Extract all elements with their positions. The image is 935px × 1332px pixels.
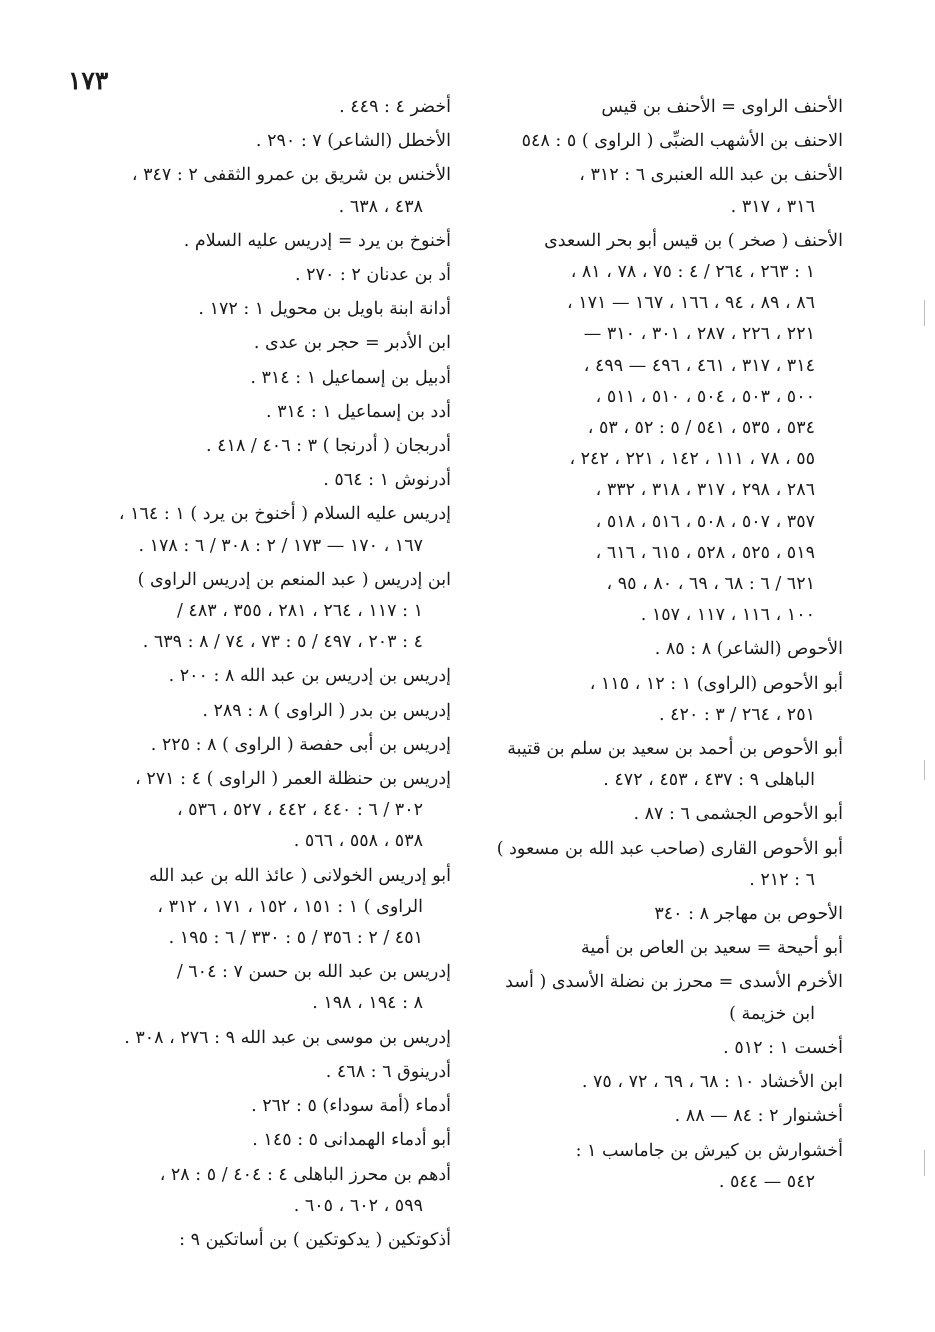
entry-continuation-line: ٥٠٠ ، ٥٠٣ ، ٥٠٤ ، ٥١٠ ، ٥١١ ، <box>595 386 815 407</box>
entry-continuation-line: ٥٣٤ ، ٥٣٥ ، ٥٤١ / ٥ : ٥٢ ، ٥٣ ، <box>587 418 815 439</box>
entry-continuation-line: ابن خزيمة ) <box>729 1003 815 1024</box>
index-entry <box>79 861 451 955</box>
entry-heading-line: أدبيل بن إسماعيل ١ : ٣١٤ . <box>250 367 451 388</box>
entry-heading-line: أبو إدريس الخولانى ( عائذ الله بن عبد الله <box>148 865 451 886</box>
index-entry <box>493 1033 843 1064</box>
index-entry <box>493 967 843 1029</box>
index-entry <box>493 899 843 930</box>
index-entry <box>79 294 451 325</box>
page-number: ١٧٣ <box>68 66 109 95</box>
entry-heading-line: إدريس بن عبد الله بن حسن ٧ : ٦٠٤ / <box>176 962 451 983</box>
index-column-right <box>493 92 843 1201</box>
scan-edge-mark <box>924 760 925 780</box>
index-entry <box>79 1091 451 1122</box>
entry-heading-line: إدريس بن بدر ( الراوى ) ٨ : ٢٨٩ . <box>202 700 451 721</box>
entry-heading-line: أخنوخ بن يرد = إدريس عليه السلام . <box>183 230 451 251</box>
entry-heading-line: أد بن عدنان ٢ : ٢٧٠ . <box>295 265 451 286</box>
index-entry <box>79 226 451 257</box>
entry-heading-line: إدريس بن حنظلة العمر ( الراوى ) ٤ : ٢٧١ ، <box>135 769 451 790</box>
entry-continuation-line: ٣١٦ ، ٣١٧ . <box>730 196 815 217</box>
entry-heading-line: إدريس بن إدريس بن عبد الله ٨ : ٢٠٠ . <box>168 666 451 687</box>
index-entry <box>79 1057 451 1088</box>
entry-continuation-line: ٣١٤ ، ٣١٧ ، ٤٦١ ، ٤٩٦ — ٤٩٩ ، <box>583 355 815 376</box>
entry-heading-line: أبو أحيحة = سعيد بن العاص بن أمية <box>581 938 843 959</box>
entry-heading-line: أدرنوش ١ : ٥٦٤ . <box>323 470 451 491</box>
entry-continuation-line: ٦٢١ / ٦ : ٦٨ ، ٦٩ ، ٨٠ ، ٩٥ ، <box>606 574 815 595</box>
entry-continuation-line: ٨ : ١٩٤ ، ١٩٨ . <box>312 993 423 1014</box>
index-entry <box>79 764 451 858</box>
entry-continuation-line: ٢٢١ ، ٢٢٦ ، ٢٨٧ ، ٣٠١ ، ٣١٠ — <box>583 324 815 345</box>
index-entry <box>79 431 451 462</box>
scan-edge-mark <box>924 300 925 326</box>
index-entry <box>493 226 843 632</box>
entry-heading-line: أخشنوار ٢ : ٨٤ — ٨٨ . <box>674 1106 843 1127</box>
entry-continuation-line: ٢٥١ ، ٢٦٤ / ٣ : ٤٢٠ . <box>659 704 815 725</box>
index-entry <box>79 661 451 692</box>
index-entry <box>493 92 843 123</box>
entry-heading-line: أخست ١ : ٥١٢ . <box>723 1037 843 1058</box>
entry-heading-line: ابن الأخشاد ١٠ : ٦٨ ، ٦٩ ، ٧٢ ، ٧٥ . <box>581 1072 843 1093</box>
index-entry <box>79 363 451 394</box>
entry-heading-line: أدربجان ( أدرنجا ) ٣ : ٤٠٦ / ٤١٨ . <box>206 436 451 457</box>
entry-continuation-line: ٤ : ٢٠٣ ، ٤٩٧ / ٥ : ٧٣ ، ٧٤ / ٨ : ٦٣٩ . <box>142 632 423 653</box>
entry-heading-line: أدماء (أمة سوداء) ٥ : ٢٦٢ . <box>251 1096 451 1117</box>
entry-continuation-line: ٥٣٨ ، ٥٥٨ ، ٥٦٦ . <box>293 831 423 852</box>
entry-continuation-line: ٣٥٧ ، ٥٠٧ ، ٥٠٨ ، ٥١٦ ، ٥١٨ ، <box>595 511 815 532</box>
entry-heading-line: الأحنف ( صخر ) بن قيس أبو بحر السعدى <box>544 230 843 251</box>
index-entry <box>79 1225 451 1256</box>
index-entry <box>79 126 451 157</box>
entry-heading-line: أدد بن إسماعيل ١ : ٣١٤ . <box>265 401 451 422</box>
index-entry <box>493 1101 843 1132</box>
entry-continuation-line: ١٦٧ ، ١٧٠ — ١٧٣ / ٢ : ٣٠٨ / ٦ : ١٧٨ . <box>138 535 423 556</box>
entry-heading-line: الأخطل (الشاعر) ٧ : ٢٩٠ . <box>255 131 451 152</box>
index-entry <box>79 499 451 561</box>
index-entry <box>79 328 451 359</box>
entry-continuation-line: الراوى ) ١ : ١٥١ ، ١٥٢ ، ١٧١ ، ٣١٢ ، <box>157 896 423 917</box>
index-column-left <box>79 92 451 1259</box>
index-entry <box>79 397 451 428</box>
entry-continuation-line: ١٠٠ ، ١١٦ ، ١١٧ ، ١٥٧ . <box>640 605 815 626</box>
scan-edge-mark <box>924 1150 925 1176</box>
entry-heading-line: أخشوارش بن كيرش بن جاماسب ١ : <box>575 1140 843 1161</box>
entry-heading-line: الأحوص (الشاعر) ٨ : ٨٥ . <box>654 639 843 660</box>
entry-heading-line: الأخرم الأسدى = محرز بن نضلة الأسدى ( أسد <box>505 972 843 993</box>
index-entry <box>493 834 843 896</box>
entry-continuation-line: ٥٤٢ — ٥٤٤ . <box>718 1171 815 1192</box>
entry-heading-line: أبو الأحوص بن أحمد بن سعيد بن سلم بن قتيبة <box>507 739 843 760</box>
entry-heading-line: أدرينوق ٦ : ٤٦٨ . <box>325 1061 451 1082</box>
entry-heading-line: إدريس بن أبى حفصة ( الراوى ) ٨ : ٢٢٥ . <box>150 734 451 755</box>
entry-heading-line: أبو الأحوص القارى (صاحب عبد الله بن مسعود ) <box>496 838 843 859</box>
entry-heading-line: الأخنس بن شريق بن عمرو الثقفى ٢ : ٣٤٧ ، <box>131 165 451 186</box>
entry-continuation-line: ٤٥١ / ٢ : ٣٥٦ / ٥ : ٣٣٠ / ٦ : ١٩٥ . <box>168 928 423 949</box>
entry-continuation-line: الباهلى ٩ : ٤٣٧ ، ٤٥٣ ، ٤٧٢ . <box>603 770 815 791</box>
entry-heading-line: الأحنف الراوى = الأحنف بن قيس <box>601 97 843 117</box>
index-entry <box>79 1160 451 1222</box>
entry-continuation-line: ١ : ٢٦٣ ، ٢٦٤ / ٤ : ٧٥ ، ٧٨ ، ٨١ ، <box>570 262 815 283</box>
entry-continuation-line: ٢٨٦ ، ٢٩٨ ، ٣١٧ ، ٣١٨ ، ٣٣٢ ، <box>595 480 815 501</box>
entry-continuation-line: ٥١٩ ، ٥٢٥ ، ٥٢٨ ، ٦١٥ ، ٦١٦ ، <box>595 542 815 563</box>
entry-heading-line: إدريس عليه السلام ( أخنوخ بن يرد ) ١ : ١٦٤ ، <box>118 504 451 525</box>
index-entry <box>79 565 451 659</box>
entry-heading-line: أخضر ٤ : ٤٤٩ . <box>339 97 451 117</box>
entry-heading-line: أبو الأحوص (الراوى) ١ : ١٢ ، ١١٥ ، <box>589 673 843 694</box>
index-entry <box>79 1023 451 1054</box>
index-entry <box>493 634 843 665</box>
entry-continuation-line: ٦ : ٢١٢ . <box>749 869 815 890</box>
index-entry <box>493 126 843 157</box>
entry-heading-line: إدريس بن موسى بن عبد الله ٩ : ٢٧٦ ، ٣٠٨ . <box>124 1027 451 1048</box>
entry-continuation-line: ٥٥ ، ٧٨ ، ١١١ ، ١٤٢ ، ٢٢١ ، ٢٤٢ ، <box>569 449 815 470</box>
index-entry <box>79 730 451 761</box>
index-entry <box>79 92 451 123</box>
entry-heading-line: أدانة ابنة باويل بن محويل ١ : ١٧٢ . <box>198 299 451 320</box>
index-entry <box>493 669 843 731</box>
entry-continuation-line: ٨٦ ، ٨٩ ، ٩٤ ، ١٦٦ ، ١٦٧ — ١٧١ ، <box>566 293 815 314</box>
index-entry <box>79 465 451 496</box>
entry-heading-line: الأحوص بن مهاجر ٨ : ٣٤٠ <box>654 904 843 925</box>
index-entry <box>493 799 843 830</box>
entry-heading-line: أدهم بن محرز الباهلى ٤ : ٤٠٤ / ٥ : ٢٨ ، <box>159 1164 451 1185</box>
entry-heading-line: ابن الأدبر = حجر بن عدى . <box>253 333 451 354</box>
entry-heading-line: ابن إدريس ( عبد المنعم بن إدريس الراوى ) <box>137 569 451 590</box>
entry-heading-line: أبو أدماء الهمدانى ٥ : ١٤٥ . <box>252 1130 451 1151</box>
entry-heading-line: أبو الأحوص الجشمى ٦ : ٨٧ . <box>633 804 843 825</box>
index-entry <box>493 734 843 796</box>
index-entry <box>493 160 843 222</box>
index-entry <box>79 1125 451 1156</box>
entry-continuation-line: ٤٣٨ ، ٦٣٨ . <box>338 196 423 217</box>
entry-heading-line: الاحنف بن الأشهب الضبِّى ( الراوى ) ٥ : ٥٤٨ <box>521 131 843 152</box>
entry-continuation-line: ٥٩٩ ، ٦٠٢ ، ٦٠٥ . <box>293 1195 423 1216</box>
index-entry <box>493 1136 843 1198</box>
index-entry <box>79 160 451 222</box>
index-entry <box>493 933 843 964</box>
entry-continuation-line: ١ : ١١٧ ، ٢٦٤ ، ٢٨١ ، ٣٥٥ ، ٤٨٣ / <box>176 601 423 622</box>
entry-heading-line: الأحنف بن عبد الله العنبرى ٦ : ٣١٢ ، <box>579 165 843 186</box>
index-entry <box>79 260 451 291</box>
index-entry <box>79 696 451 727</box>
index-entry <box>79 957 451 1019</box>
index-entry <box>493 1067 843 1098</box>
entry-heading-line: أذكوتكين ( يدكوتكين ) بن أساتكين ٩ : <box>179 1229 451 1250</box>
entry-continuation-line: ٣٠٢ / ٦ : ٤٤٠ ، ٤٤٢ ، ٥٢٧ ، ٥٣٦ ، <box>176 800 423 821</box>
